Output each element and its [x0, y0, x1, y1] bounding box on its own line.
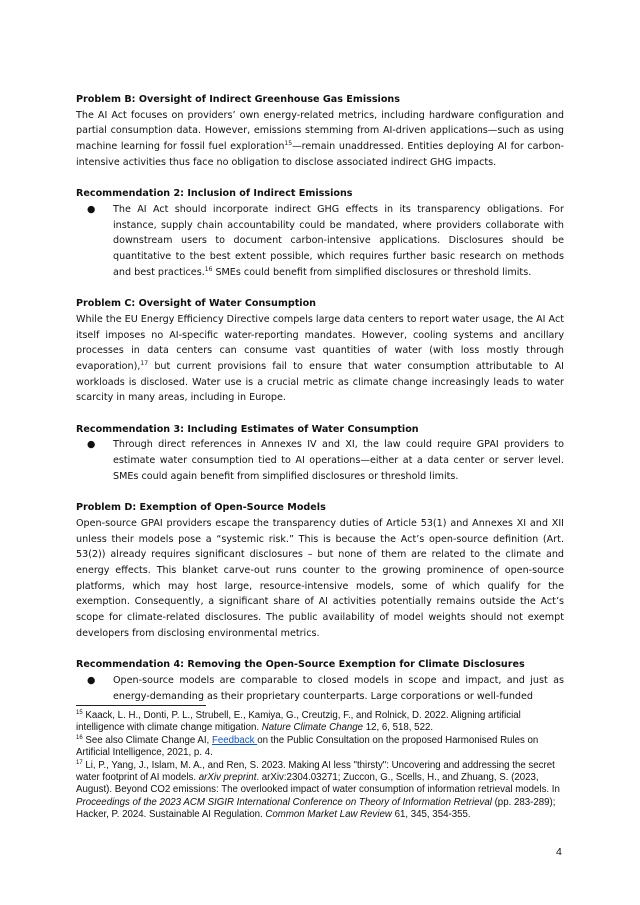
bullet-list — [76, 202, 564, 281]
section-heading: Problem D: Exemption of Open-Source Models — [76, 502, 326, 514]
footnote-17 — [76, 760, 564, 822]
footnote-number: 17 — [76, 759, 83, 766]
paragraph-text: —remain unaddressed. Entities deploying AI for carbon-intensive activities thus face no obligation to disclose associated indirect GHG impacts. — [76, 141, 564, 168]
footnote-text: See also Climate Change AI, — [82, 734, 212, 746]
bullet-icon: ● — [87, 203, 96, 215]
bullet-icon: ● — [87, 674, 96, 686]
paragraph-text: While the EU Energy Efficiency Directive compels large data centers to report water usage, the AI Act itself imposes no AI-specific water-reporting mandates. However, cooling systems and ancillary processes in data centers can consume vast quantities of water (with loss mostly through evaporation), — [76, 313, 564, 372]
footnote-number: 15 — [76, 710, 83, 716]
footnote-text: Li, P., Yang, J., Islam, M. A., and Ren, S. 2023. Making AI less "thirsty": Uncovering and addressing the secret water footprint of AI models. — [76, 759, 555, 784]
recommendation-2-section — [76, 186, 564, 280]
paragraph: Open-source GPAI providers escape the transparency duties of Article 53(1) and Annexes XI and XII unless their models pose a “systemic risk.” This is because the Act’s open-source definition (Art. 53(2)) already requires significant disclosures – but none of them are related to the climate and energy effects. This blanket carve-out runs counter to the growing prominence of open-source platforms, which may host large, resource-intensive models, some of which qualify for the exemption. Consequently, a significant share of AI activities potentially remains outside the Act’s scope for climate-related disclosures. The public availability of model weights should not exempt developers from disclosing environmental metrics. — [76, 517, 564, 639]
bullet-text: Open-source models are comparable to closed models in scope and impact, and just as energy-demanding as their proprietary counterparts. Large corporations or well-funded — [113, 674, 564, 702]
section-heading: Recommendation 4: Removing the Open-Source Exemption for Climate Disclosures — [76, 659, 525, 671]
paragraph-text: The AI Act focuses on providers’ own energy-related metrics, including hardware configuration and partial consumption data. However, emissions stemming from AI-driven applications—such as using machine learning for fossil fuel exploration — [76, 109, 564, 153]
bullet-item — [76, 673, 564, 704]
bullet-text: SMEs could benefit from simplified disclosures or threshold limits. — [212, 266, 532, 278]
footnote-text: 12, 6, 518, 522. — [363, 722, 434, 734]
problem-c-section — [76, 296, 564, 406]
bullet-item — [76, 437, 564, 484]
paragraph — [76, 312, 564, 406]
bullet-list — [76, 673, 564, 704]
footnote-text: 61, 345, 354-355. — [391, 809, 471, 821]
footnote-divider — [76, 705, 206, 706]
bullet-icon: ● — [87, 439, 96, 451]
recommendation-4-section — [76, 657, 564, 704]
section-heading: Recommendation 3: Including Estimates of Water Consumption — [76, 423, 419, 435]
page-number: 4 — [556, 846, 562, 858]
footnote-ref[interactable]: 17 — [140, 359, 149, 367]
footnote-number: 16 — [76, 734, 83, 741]
bullet-text: The AI Act should incorporate indirect GHG effects in its transparency obligations. For instance, supply chain accountability could be mandated, where providers collaborate with downstream users to document carbon-intensive applications. Disclosures should be quantitative to the best extent possible, which requires further basic research on methods and best practices. — [113, 203, 564, 278]
footnote-text: . arXiv:2304.03271; Zuccon, G., Scells, H., and Zhuang, S. (2023, August). Beyond CO2 emissions: The overlooked impact of water consumption of information retrieval models. In — [76, 772, 560, 796]
bullet-text: Through direct references in Annexes IV and XI, the law could require GPAI providers to estimate water consumption tied to AI operations—either at a data center or server level. SMEs could again benefit from simplified disclosures or threshold limits. — [113, 439, 564, 482]
footnote-ref[interactable]: 16 — [204, 265, 213, 273]
problem-d-section — [76, 500, 564, 641]
footnote-16 — [76, 735, 564, 760]
paragraph — [76, 108, 564, 171]
section-heading: Recommendation 2: Inclusion of Indirect Emissions — [76, 188, 353, 200]
paragraph-text: but current provisions fail to ensure that water consumption attributable to AI workloads is disclosed. Water use is a crucial metric as climate change increasingly leads to water scarcity in many areas, including in Europe. — [76, 360, 564, 404]
footnote-italic: arXiv preprint — [198, 772, 257, 784]
footnote-italic: Common Market Law Review — [265, 809, 392, 821]
bullet-item — [76, 202, 564, 281]
footnote-text: Kaack, L. H., Donti, P. L., Strubell, E., Kamiya, G., Creutzig, F., and Rolnick, D. 2022. Aligning artificial intelligence with climate change mitigation. — [76, 710, 521, 734]
footnote-italic: Proceedings of the 2023 ACM SIGIR International Conference on Theory of Information Retrieval — [76, 796, 492, 808]
section-heading: Problem C: Oversight of Water Consumption — [76, 298, 316, 310]
page-body — [76, 92, 564, 720]
footnotes — [76, 710, 564, 822]
footnote-15 — [76, 710, 564, 735]
recommendation-3-section — [76, 422, 564, 485]
footnote-ref[interactable]: 15 — [284, 140, 293, 148]
problem-b-section — [76, 92, 564, 171]
section-heading: Problem B: Oversight of Indirect Greenhouse Gas Emissions — [76, 94, 400, 105]
footnote-text: on the Public Consultation on the proposed Harmonised Rules on Artificial Intelligence, 2021, p. 4. — [76, 734, 539, 759]
footnote-text: (pp. 283-289); Hacker, P. 2024. Sustainable AI Regulation. — [76, 796, 556, 821]
bullet-list — [76, 437, 564, 484]
feedback-link[interactable]: Feedback — [211, 734, 258, 746]
footnote-journal: Nature Climate Change — [261, 722, 364, 734]
